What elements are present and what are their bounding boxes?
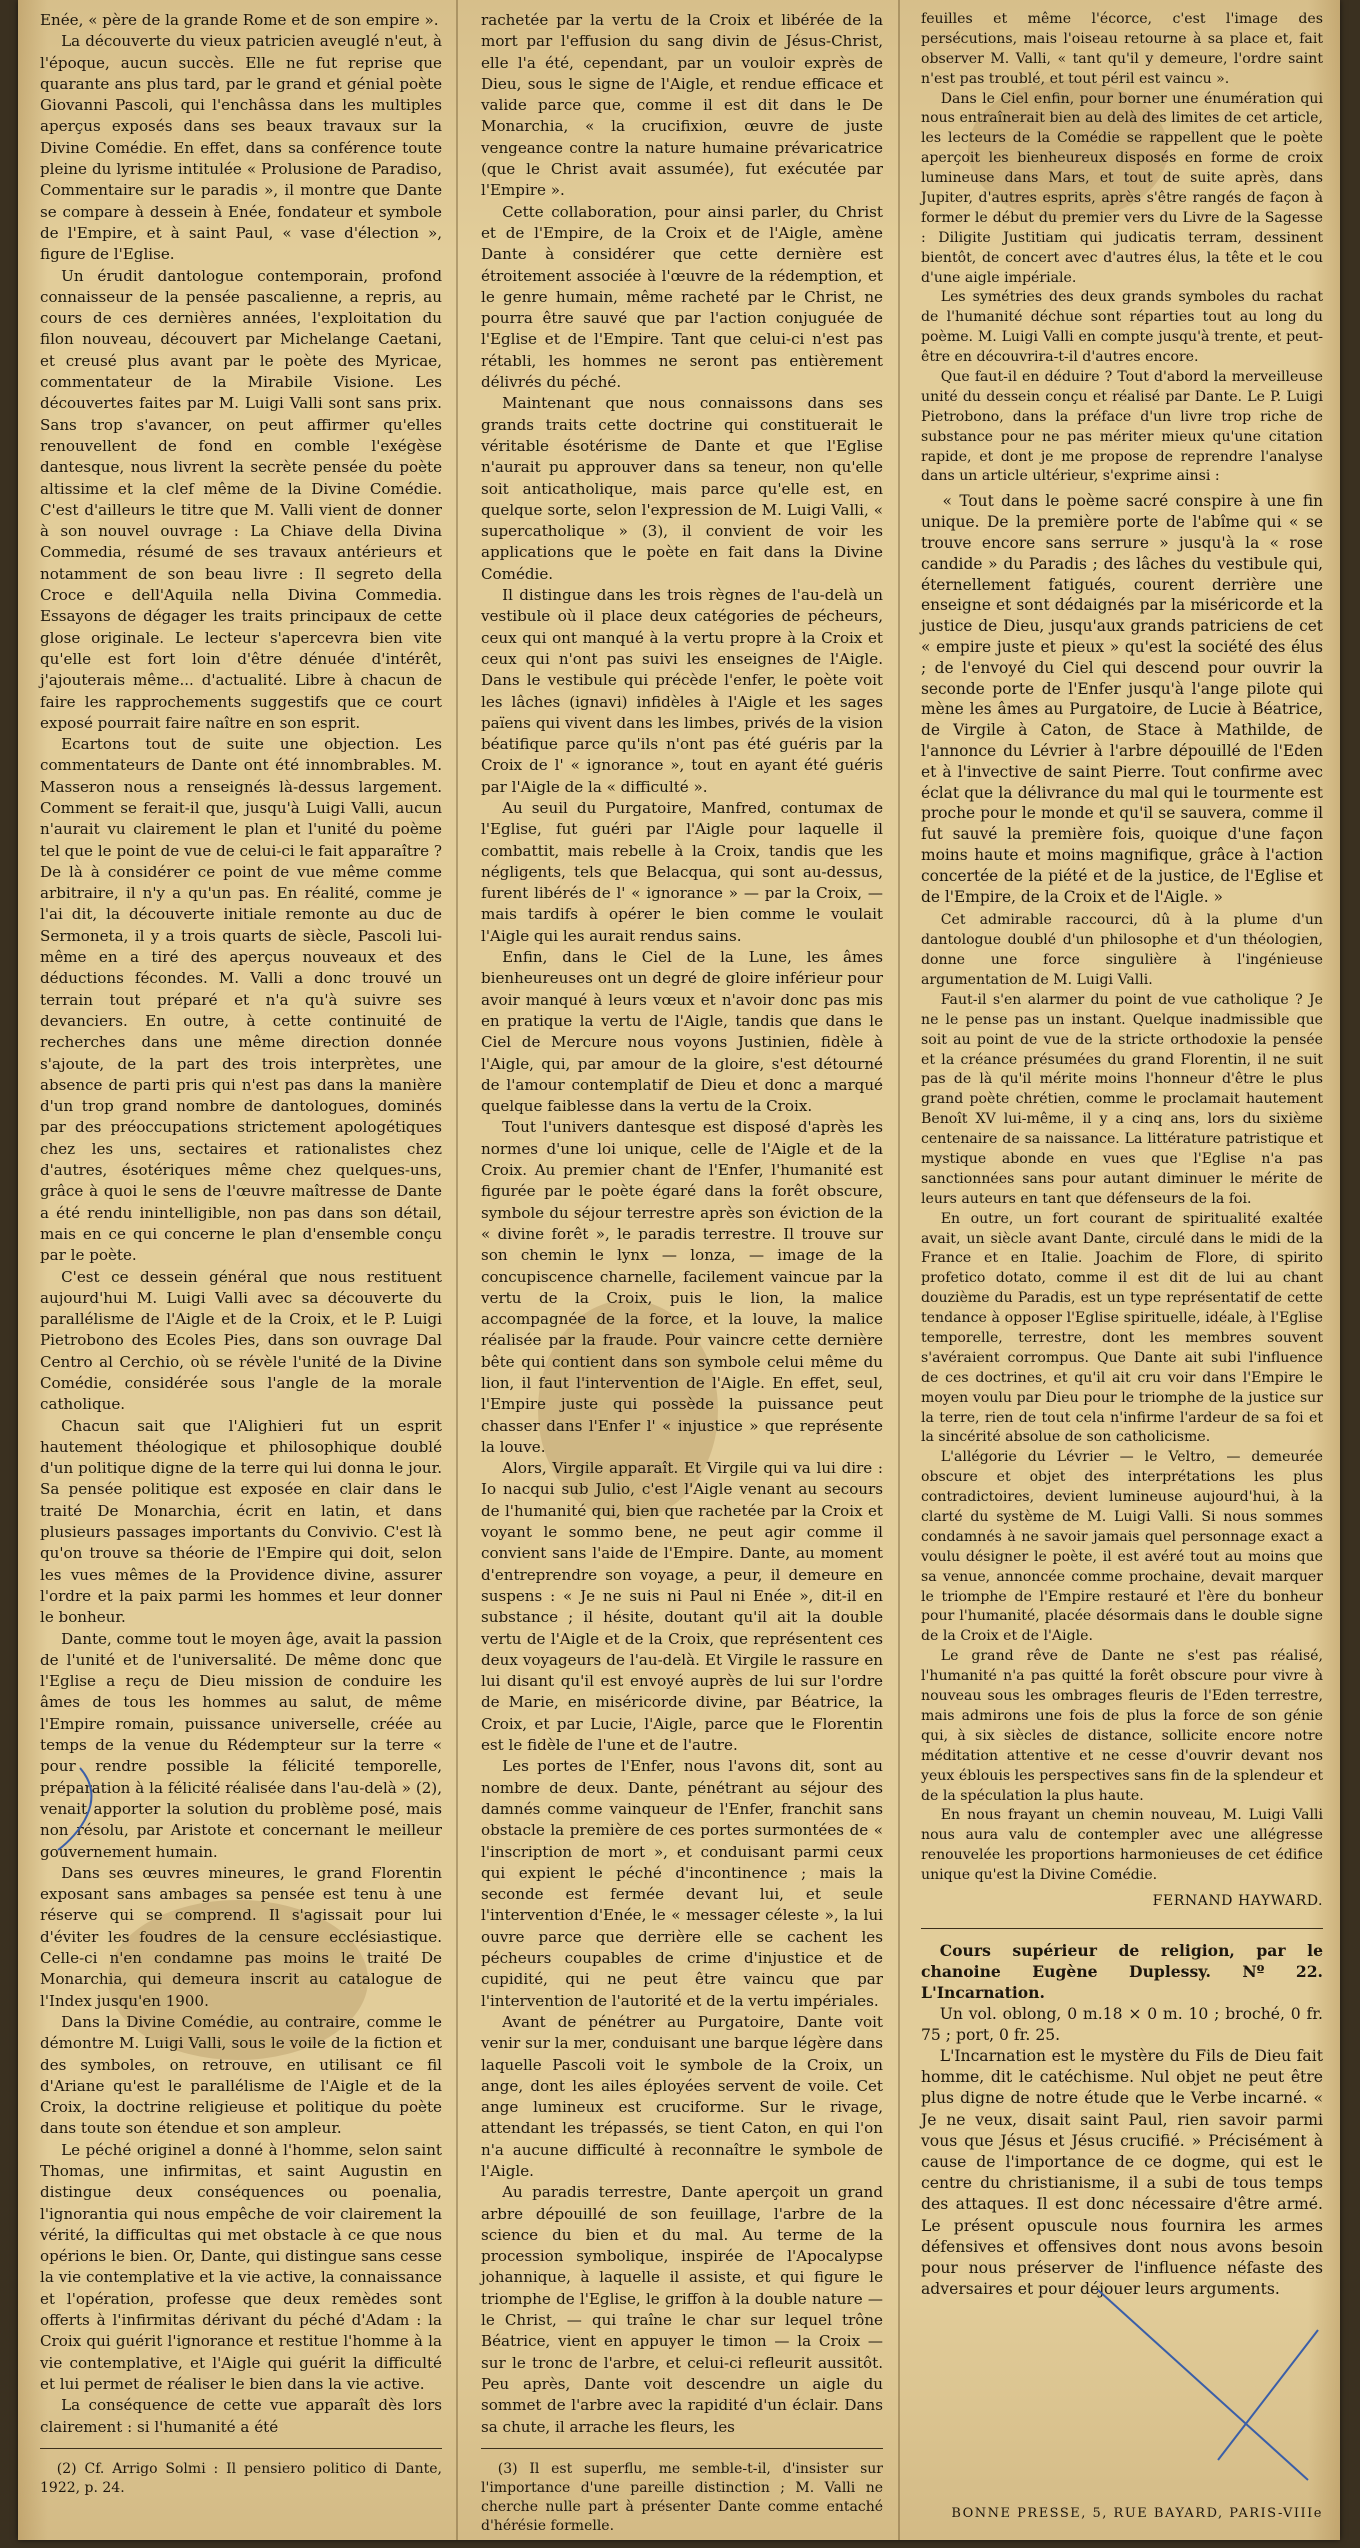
paragraph: Ecartons tout de suite une objection. Les commentateurs de Dante ont été innombrables. M. Masseron nous a renseignés là-dessus largement. Comment se ferait-il que, jusqu'à Luigi Valli, aucun n'aurait vu clairement le plan et l'unité du poème tel que le point de vue de celui-ci le fait apparaître ? De là à considérer ce point de vue même comme arbitraire, il n'y a qu'un pas. En réalité, comme je l'ai dit, la découverte initiale remonte au duc de Sermoneta, il y a trois quarts de siècle, Pascoli lui-même en a tiré des aperçus nouveaux et des déductions fécondes. M. Valli a donc trouvé un terrain tout préparé et n'a qu'à suivre ses devanciers. En outre, à cette continuité de recherches dans une même direction donnée s'ajoute, de la part des trois interprètes, une absence de parti pris qui n'est pas dans la manière d'un trop grand nombre de dantologues, dominés par des préoccupations strictement apologétiques chez les uns, sectaires et rationalistes chez d'autres, ésotériques même chez quelques-uns, grâce à quoi le sens de l'œuvre maîtresse de Dante a été rendu inintelligible, non pas dans son détail, mais en ce qui concerne le plan d'ensemble conçu par le poète. bbox=[40, 735, 442, 1265]
paragraph: Au paradis terrestre, Dante aperçoit un grand arbre dépouillé de son feuillage, l'arbre de la science du bien et du mal. Au terme de la procession symbolique, inspirée de l'Apocalypse johannique, à laquelle il assiste, et qui figure le triomphe de l'Eglise, le griffon à la double nature — le Christ, — qui traîne le char sur lequel trône Béatrice, vient en appuyer le timon — la Croix — sur le tronc de l'arbre, et celui-ci refleurit aussitôt. Peu après, Dante voit descendre un aigle du sommet de l'arbre avec la rapidité d'un éclair. Dans sa chute, il arrache les fleurs, les bbox=[481, 2183, 883, 2436]
paragraph: La découverte du vieux patricien aveuglé n'eut, à l'époque, aucun succès. Elle ne fut reprise que quarante ans plus tard, par le grand et génial poète Giovanni Pascoli, qui l'enchâssa dans les multiples aperçus exposés dans ses beaux travaux sur la Divine Comédie. En effet, dans sa conférence toute pleine du lyrisme intitulée « Prolusione de Paradiso, Commentaire sur le paradis », il montre que Dante se compare à dessein à Enée, fondateur et symbole de l'Empire, et à saint Paul, « vase d'élection », figure de l'Eglise. bbox=[40, 32, 442, 264]
paragraph: Cet admirable raccourci, dû à la plume d'un dantologue doublé d'un philosophe et d'un théologien, donne une force singulière à l'ingénieuse argumentation de M. Luigi Valli. bbox=[921, 912, 1323, 988]
paragraph: Un érudit dantologue contemporain, profond connaisseur de la pensée pascalienne, a repris, au cours de ces dernières années, l'exploitation du filon nouveau, découvert par Michelange Caetani, et creusé plus avant par le poète des Myricae, commentateur de la Mirabile Visione. Les découvertes faites par M. Luigi Valli sont sans prix. Sans trop s'avancer, on peut affirmer qu'elles renouvellent de fond en comble l'exégèse dantesque, nous livrent la secrète pensée du poète altissime et la clef même de la Divine Comédie. C'est d'ailleurs le titre que M. Valli vient de donner à son nouvel ouvrage : La Chiave della Divina Commedia, résumé de ses travaux antérieurs et notamment de son beau livre : Il segreto della Croce e dell'Aquila nella Divina Commedia. Essayons de dégager les traits principaux de cette glose originale. Le lecteur s'apercevra bien vite qu'elle est fort loin d'être dénuée d'intérêt, j'ajouterais même... d'actualité. Libre à chacun de faire les rapprochements suggestifs que ce court exposé pourrait faire naître en son esprit. bbox=[40, 266, 442, 732]
newspaper-clipping bbox=[18, 0, 1340, 2540]
paragraph: Tout l'univers dantesque est disposé d'après les normes d'une loi unique, celle de l'Aigle et de la Croix. Au premier chant de l'Enfer, l'humanité est figurée par le poète égaré dans la forêt obscure, symbole du séjour terrestre après son éviction de la « divine forêt », le paradis terrestre. Il trouve sur son chemin le lynx — lonza, — image de la concupiscence charnelle, facilement vaincue par la vertu de la Croix, puis le lion, la malice accompagnée de la force, et la louve, la malice réalisée par la fraude. Pour vaincre cette dernière bête qui contient dans son symbole celui même du lion, il faut l'intervention de l'Aigle. En effet, seul, l'Empire juste qui possède la puissance peut chasser dans l'Enfer l' « injustice » que représente la louve. bbox=[481, 1118, 883, 1456]
pen-stroke bbox=[1218, 2330, 1318, 2460]
paragraph: Dans le Ciel enfin, pour borner une énumération qui nous entraînerait bien au delà des limites de cet article, les lecteurs de la Comédie se rappellent que le poète aperçoit les bienheureux disposés en forme de croix lumineuse dans Mars, et tout de suite après, dans Jupiter, d'autres esprits, après s'être rangés de façon à former le début du premier vers du Livre de la Sagesse : Diligite Justitiam qui judicatis terram, dessinent bientôt, de concert avec d'autres élus, la tête et le cou d'une aigle impériale. bbox=[921, 90, 1323, 286]
book-notice-body: L'Incarnation est le mystère du Fils de Dieu fait homme, dit le catéchisme. Nul objet ne peut être plus digne de notre étude que le Verbe incarné. « Je ne veux, disait saint Paul, rien savoir parmi vous que Jésus et Jésus crucifié. » Précisément à cause de l'importance de ce dogme, qui est le centre du christianisme, il a subi de tous temps des attaques. Il est donc nécessaire d'être armé. Le présent opuscule nous fournira les armes défensives et offensives dont nous avons besoin pour nous préserver de l'influence néfaste des adversaires et pour déjouer leurs arguments. bbox=[921, 2047, 1323, 2299]
paragraph: Alors, Virgile apparaît. Et Virgile qui va lui dire : Io nacqui sub Julio, c'est l'Aigle venant au secours de l'humanité qui, bien que rachetée par la Croix et voyant le sommo bene, ne peut agir comme il convient sans l'aide de l'Empire. Dante, au moment d'entreprendre son voyage, a peur, il demeure en suspens : « Je ne suis ni Paul ni Enée », dit-il en substance ; il hésite, doutant qu'il ait la double vertu de l'Aigle et de la Croix, que représentent ces deux voyageurs de l'au-delà. Et Virgile le rassure en lui disant qu'il est envoyé auprès de lui sur l'ordre de Marie, en miséricorde divine, par Béatrice, la Croix, et par Lucie, l'Aigle, parce que le Florentin est le fidèle de l'une et de l'autre. bbox=[481, 1459, 883, 1755]
paragraph: feuilles et même l'écorce, c'est l'image des persécutions, mais l'oiseau retourne à sa place et, fait observer M. Valli, « tant qu'il y demeure, l'ordre saint n'est pas troublé, et tout péril est vaincu ». bbox=[921, 11, 1323, 87]
footnote-text: (2) Cf. Arrigo Solmi : Il pensiero politico di Dante, 1922, p. 24. bbox=[40, 2461, 442, 2496]
paragraph: Chacun sait que l'Alighieri fut un esprit hautement théologique et philosophique doublé d'un politique digne de la terre qui lui donna le jour. Sa pensée politique est exposée en clair dans le traité De Monarchia, écrit en latin, et dans plusieurs passages importants du Convivio. C'est là qu'on trouve sa théorie de l'Empire qui doit, selon les vues mêmes de la Providence divine, assurer l'ordre et la paix parmi les hommes et leur donner le bonheur. bbox=[40, 1416, 442, 1627]
publisher-footer: BONNE PRESSE, 5, RUE BAYARD, PARIS-VIIIe bbox=[951, 2506, 1323, 2521]
book-notice-details: Un vol. oblong, 0 m.18 × 0 m. 10 ; broché, 0 fr. 75 ; port, 0 fr. 25. bbox=[921, 2004, 1323, 2044]
paragraph: Au seuil du Purgatoire, Manfred, contumax de l'Eglise, fut guéri par l'Aigle pour laquelle il combattit, mais rebelle à la Croix, tandis que les négligents, tels que Belacqua, qui sont au-dessus, furent libérés de l' « ignorance » — par la Croix, — mais tardifs à opérer le bien comme le voulait l'Aigle qui les aurait rendus sains. bbox=[481, 798, 883, 945]
paragraph: L'allégorie du Lévrier — le Veltro, — demeurée obscure et objet des interprétations les plus contradictoires, devient lumineuse aujourd'hui, à la clarté du système de M. Luigi Valli. Si nous sommes condamnés à ne savoir jamais quel personnage exact a voulu désigner le poète, il est avéré tout au moins que sa venue, annoncée comme prochaine, devait marquer le triomphe de l'Empire restauré et l'ère du bonheur pour l'humanité, placée désormais dans le double signe de la Croix et de l'Aigle. bbox=[921, 1449, 1323, 1645]
paragraph: Enée, « père de la grande Rome et de son empire ». bbox=[40, 11, 439, 29]
paragraph: Que faut-il en déduire ? Tout d'abord la merveilleuse unité du dessein conçu et réalisé par Dante. Le P. Luigi Pietrobono, dans la préface d'un livre trop riche de substance pour ne pas mériter mieux qu'une citation rapide, et dont je me propose de reprendre l'analyse dans un article ultérieur, s'exprime ainsi : bbox=[921, 369, 1323, 485]
paragraph: « Tout dans le poème sacré conspire à une fin unique. De la première porte de l'abîme qui « se trouve encore sans serrure » jusqu'à la « rose candide » du Paradis ; des lâches du vestibule qui, éternellement fatigués, courent derrière une enseigne et sont dédaignés par la miséricorde et la justice de Dieu, jusqu'aux grands patriciens de cet « empire juste et pieux » qu'est la société des élus ; de l'envoyé du Ciel qui descend pour ouvrir la seconde porte de l'Enfer jusqu'à l'ange pilote qui mène les âmes au Purgatoire, de Lucie à Béatrice, de Virgile à Caton, de Stace à Mathilde, de l'annonce du Lévrier à l'arbre dépouillé de l'Eden et à l'invective de saint Pierre. Tout confirme avec éclat que la délivrance du mal qui le tourmente est proche pour le monde et qu'il se sauvera, comme il fut sauvé la première fois, quoique d'une façon moins haute et moins magnifique, grâce à l'action concertée de la piété et de la justice, de l'Eglise et de l'Empire, de la Croix et de l'Aigle. » bbox=[921, 492, 1323, 906]
author-signature: FERNAND HAYWARD. bbox=[1152, 1892, 1323, 1909]
paragraph: Cette collaboration, pour ainsi parler, du Christ et de l'Empire, de la Croix et de l'Aigle, amène Dante à considérer que cette dernière est étroitement associée à l'œuvre de la rédemption, et le genre humain, même racheté par le Christ, ne pourra être sauvé que par l'action conjuguée de l'Eglise et de l'Empire. Tant que celui-ci n'est pas rétabli, les hommes ne seront pas entièrement délivrés du péché. bbox=[481, 202, 883, 392]
pen-stroke bbox=[58, 1768, 91, 1850]
paragraph: Avant de pénétrer au Purgatoire, Dante voit venir sur la mer, conduisant une barque légère dans laquelle Pascoli voit le symbole de la Croix, un ange, dont les ailes éployées servent de voile. Cet ange lumineux est cruciforme. Sur le rivage, attendant les trépassés, se tient Caton, en qui l'on n'a aucune difficulté à reconnaître le symbole de l'Aigle. bbox=[481, 2012, 883, 2180]
paragraph: La conséquence de cette vue apparaît dès lors clairement : si l'humanité a été bbox=[40, 2396, 442, 2436]
paragraph: Dante, comme tout le moyen âge, avait la passion de l'unité et de l'universalité. De même donc que l'Eglise a reçu de Dieu mission de conduire les âmes de tous les hommes au salut, de même l'Empire romain, puissance universelle, créée au temps de la venue du Rédempteur sur la terre « pour rendre possible la félicité temporelle, préparation à la félicité réalisée dans l'au-delà » (2), venait apporter la solution du problème posé, mais non résolu, par Aristote et concernant le meilleur gouvernement humain. bbox=[40, 1629, 442, 1861]
paragraph: Le péché originel a donné à l'homme, selon saint Thomas, une infirmitas, et saint Augustin en distingue deux conséquences ou poenalia, l'ignorantia qui nous empêche de voir clairement la vérité, la difficultas qui met obstacle à ce que nous opérions le bien. Or, Dante, qui distingue sans cesse la vie contemplative et la vie active, la connaissance et l'opération, professe que deux remèdes sont offerts à l'infirmitas dérivant du péché d'Adam : la Croix qui guérit l'ignorance et restitue l'homme à la vie contemplative, et l'Aigle qui guérit la difficulté et lui permet de réaliser le bien dans la vie active. bbox=[40, 2140, 442, 2393]
paragraph: Faut-il s'en alarmer du point de vue catholique ? Je ne le pense pas un instant. Quelque inadmissible que soit au point de vue de la stricte orthodoxie la pensée et la créance présumées du grand Florentin, il ne suit pas de là qu'il mérite moins l'honneur d'être le plus grand poète chrétien, comme le proclamait hautement Benoît XV lui-même, il y a cinq ans, lors du sixième centenaire de sa naissance. La littérature patristique et mystique abonde en vues que l'Eglise n'a pas sanctionnées sans pour autant diminuer le mérite de leurs auteurs en tant que défenseurs de la foi. bbox=[921, 991, 1323, 1207]
paragraph: En nous frayant un chemin nouveau, M. Luigi Valli nous aura valu de contempler avec une allégresse renouvelée les proportions harmonieuses de cet édifice unique qu'est la Divine Comédie. bbox=[921, 1807, 1323, 1884]
paragraph: Enfin, dans le Ciel de la Lune, les âmes bienheureuses ont un degré de gloire inférieur pour avoir manqué à leurs vœux et n'avoir donc pas mis en pratique la vertu de l'Aigle, tandis que dans le Ciel de Mercure nous voyons Justinien, fidèle à l'Aigle, qui, par amour de la gloire, s'est détourné de l'amour contemplatif de Dieu et donc a marqué quelque faiblesse dans la vertu de la Croix. bbox=[481, 948, 883, 1116]
paragraph: Dans ses œuvres mineures, le grand Florentin exposant sans ambages sa pensée est tenu à une réserve qui se comprend. Il s'agissait pour lui d'éviter les foudres de la censure ecclésiastique. Celle-ci n'en condamne pas moins le traité De Monarchia, qui demeura inscrit au catalogue de l'Index jusqu'en 1900. bbox=[40, 1863, 442, 2010]
paragraph: Maintenant que nous connaissons dans ses grands traits cette doctrine qui constituerait le véritable ésotérisme de Dante et que l'Eglise n'aurait pu approuver dans sa teneur, non qu'elle soit anticatholique, mais parce qu'elle est, en quelque sorte, selon l'expression de M. Luigi Valli, « supercatholique » (3), il convient de voir les applications que le poète en fait dans la Divine Comédie. bbox=[481, 394, 883, 583]
pen-marks bbox=[18, 0, 1340, 2540]
paragraph: C'est ce dessein général que nous restituent aujourd'hui M. Luigi Valli avec sa découverte du parallélisme de l'Aigle et de la Croix, et le P. Luigi Pietrobono des Ecoles Pies, dans son ouvrage Dal Centro al Cerchio, où se révèle l'unité de la Divine Comédie, considérée sous l'angle de la morale catholique. bbox=[40, 1267, 442, 1414]
paragraph: rachetée par la vertu de la Croix et libérée de la mort par l'effusion du sang divin de Jésus-Christ, elle l'a été, cependant, par un vouloir exprès de Dieu, sous le signe de l'Aigle, et rendue efficace et valide parce que, comme il est dit dans le De Monarchia, « la crucifixion, œuvre de juste vengeance contre la nature humaine prévaricatrice (que le Christ avait assumée), fut exécutée par l'Empire ». bbox=[481, 11, 883, 200]
book-notice-title: Cours supérieur de religion, par le chanoine Eugène Duplessy. Nº 22. L'Incarnation. bbox=[921, 1941, 1323, 2003]
footnote-text: (3) Il est superflu, me semble-t-il, d'insister sur l'importance d'une pareille distinction ; M. Valli ne cherche nulle part à présenter Dante comme entaché d'hérésie formelle. bbox=[481, 2461, 883, 2534]
paragraph: Il distingue dans les trois règnes de l'au-delà un vestibule où il place deux catégories de pécheurs, ceux qui ont manqué à la vertu propre à la Croix et ceux qui n'ont pas suivi les enseignes de l'Aigle. Dans le vestibule qui précède l'enfer, le poète voit les lâches (ignavi) infidèles à l'Aigle et les sages païens qui vivent dans les limbes, privés de la vision béatifique parce qu'ils n'ont pas été guéris par la Croix de l' « ignorance », tout en ayant été guéris par l'Aigle de la « difficulté ». bbox=[481, 586, 883, 796]
paragraph: Dans la Divine Comédie, au contraire, comme le démontre M. Luigi Valli, sous le voile de la fiction et des symboles, on retrouve, en utilisant ce fil d'Ariane qu'est le parallélisme de l'Aigle et de la Croix, la doctrine religieuse et politique du poète dans toute son étendue et son ampleur. bbox=[40, 2012, 442, 2138]
paragraph: Le grand rêve de Dante ne s'est pas réalisé, l'humanité n'a pas quitté la forêt obscure pour vivre à nouveau sous les ombrages fleuris de l'Eden terrestre, mais admirons une fois de plus la force de son génie qui, à six siècles de distance, sollicite encore notre méditation attentive et ne cesse d'ouvrir devant nos yeux éblouis les perspectives sans fin de la splendeur et de la spéculation la plus haute. bbox=[921, 1648, 1323, 1804]
paragraph: Les portes de l'Enfer, nous l'avons dit, sont au nombre de deux. Dante, pénétrant au séjour des damnés comme vainqueur de l'Enfer, franchit sans obstacle la première de ces portes surmontées de « l'inscription de mort », et conduisant parmi ceux qui expient le péché d'incontinence ; mais la seconde est fermée devant lui, et seule l'intervention d'Enée, le « messager céleste », la lui ouvre parce que derrière elle se cachent les pécheurs coupables de crime d'injustice et de cupidité, qui ne peut être vaincu que par l'intervention de l'autorité et de la vertu impériales. bbox=[481, 1757, 883, 2010]
paragraph: En outre, un fort courant de spiritualité exaltée avait, un siècle avant Dante, circulé dans le midi de la France et en Italie. Joachim de Flore, di spirito profetico dotato, comme il est dit de lui au chant douzième du Paradis, est un type représentatif de cette tendance à opposer l'Eglise spirituelle, idéale, à l'Eglise temporelle, terrestre, dont les membres souvent s'avéraient corrompus. Que Dante ait subi l'influence de ces doctrines, et qu'il ait cru voir dans l'Empire le moyen voulu par Dieu pour le triomphe de la justice sur la terre, rien de tout cela n'infirme l'ardeur de sa foi et la sincérité absolue de son catholicisme. bbox=[921, 1210, 1323, 1446]
paragraph: Les symétries des deux grands symboles du rachat de l'humanité déchue sont réparties tout au long du poème. M. Luigi Valli en compte jusqu'à trente, et peut-être en découvrira-t-il d'autres encore. bbox=[921, 289, 1323, 366]
